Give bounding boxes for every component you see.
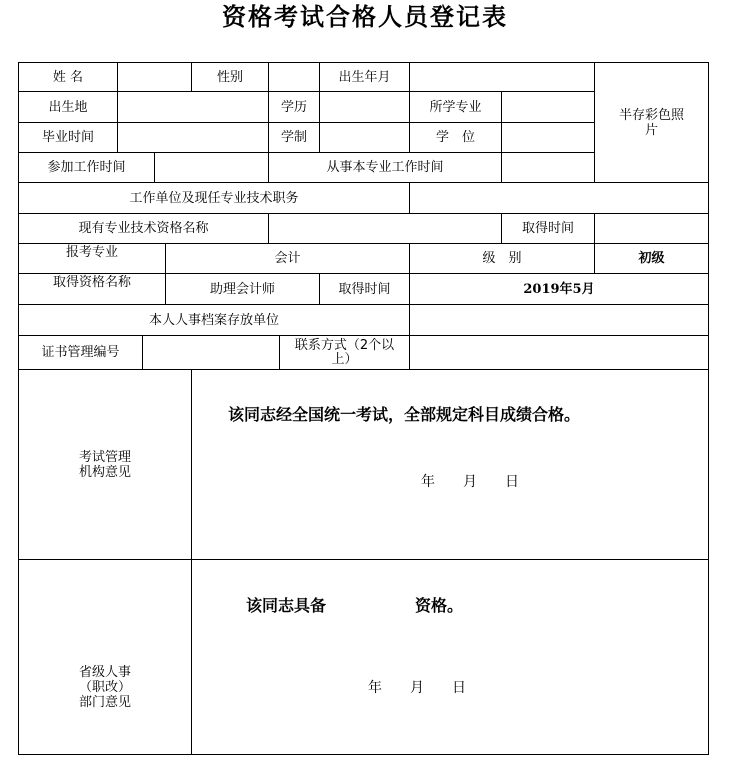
field-education[interactable] [319, 91, 410, 123]
field-gender[interactable] [268, 62, 320, 92]
label-exam-office-opinion: 考试管理机构意见 [18, 369, 192, 560]
field-graduation-time[interactable] [117, 122, 269, 153]
label-current-qualification: 现有专业技术资格名称 [18, 213, 269, 244]
exam-office-opinion-box [191, 369, 709, 560]
field-birthplace[interactable] [117, 91, 269, 123]
label-major-studied: 所学专业 [409, 91, 502, 123]
field-major-work-time[interactable] [501, 152, 595, 183]
label-birthplace: 出生地 [18, 91, 118, 123]
field-obtain-time[interactable] [594, 213, 709, 244]
label-gender: 性别 [191, 62, 269, 92]
label-obtain-time: 取得时间 [501, 213, 595, 244]
label-birth-date: 出生年月 [319, 62, 410, 92]
field-birth-date[interactable] [409, 62, 595, 92]
hr-dept-date: 年 月 日 [368, 680, 466, 696]
photo-placeholder [594, 62, 709, 183]
label-obtain-time-2: 取得时间 [319, 273, 410, 305]
field-degree[interactable] [501, 122, 595, 153]
field-school-system[interactable] [319, 122, 410, 153]
field-archive-unit[interactable] [409, 304, 709, 336]
label-major-work-time: 从事本专业工作时间 [268, 152, 502, 183]
label-archive-unit: 本人人事档案存放单位 [18, 304, 410, 336]
label-graduation-time: 毕业时间 [18, 122, 118, 153]
label-name: 姓 名 [18, 62, 118, 92]
form-title: 资格考试合格人员登记表 [222, 2, 508, 31]
field-certificate-no[interactable] [142, 335, 280, 370]
hr-opinion-prefix: 该同志具备 [246, 596, 327, 615]
qualification-blank[interactable] [333, 592, 413, 614]
label-certificate-no: 证书管理编号 [18, 335, 143, 370]
exam-office-date: 年 月 日 [421, 474, 519, 490]
label-degree: 学 位 [409, 122, 502, 153]
field-contact[interactable] [409, 335, 709, 370]
value-level: 初级 [594, 243, 709, 274]
label-qualification-name: 取得资格名称 [18, 273, 166, 305]
label-work-start-time: 参加工作时间 [18, 152, 155, 183]
label-hr-dept-opinion: 省级人事（职改）部门意见 [18, 559, 192, 755]
field-name[interactable] [117, 62, 192, 92]
hr-dept-opinion-box [191, 559, 709, 755]
value-qualification-name: 助理会计师 [165, 273, 320, 305]
label-exam-major: 报考专业 [18, 243, 166, 274]
field-current-qualification[interactable] [268, 213, 502, 244]
field-work-unit-title[interactable] [409, 182, 709, 214]
hr-opinion-suffix: 资格。 [415, 596, 464, 615]
field-work-start-time[interactable] [154, 152, 269, 183]
label-work-unit-title: 工作单位及现任专业技术职务 [18, 182, 410, 214]
label-contact: 联系方式（2个以上） [279, 335, 410, 370]
field-major-studied[interactable] [501, 91, 595, 123]
label-education: 学历 [268, 91, 320, 123]
photo-label: 半存彩色照片 [618, 107, 684, 138]
exam-office-opinion-text: 该同志经全国统一考试，全部规定科目成绩合格。 [228, 405, 581, 424]
label-school-system: 学制 [268, 122, 320, 153]
value-obtain-time-2: 2019年5月 [409, 273, 709, 305]
label-level: 级 别 [409, 243, 595, 274]
value-exam-major: 会计 [165, 243, 410, 274]
